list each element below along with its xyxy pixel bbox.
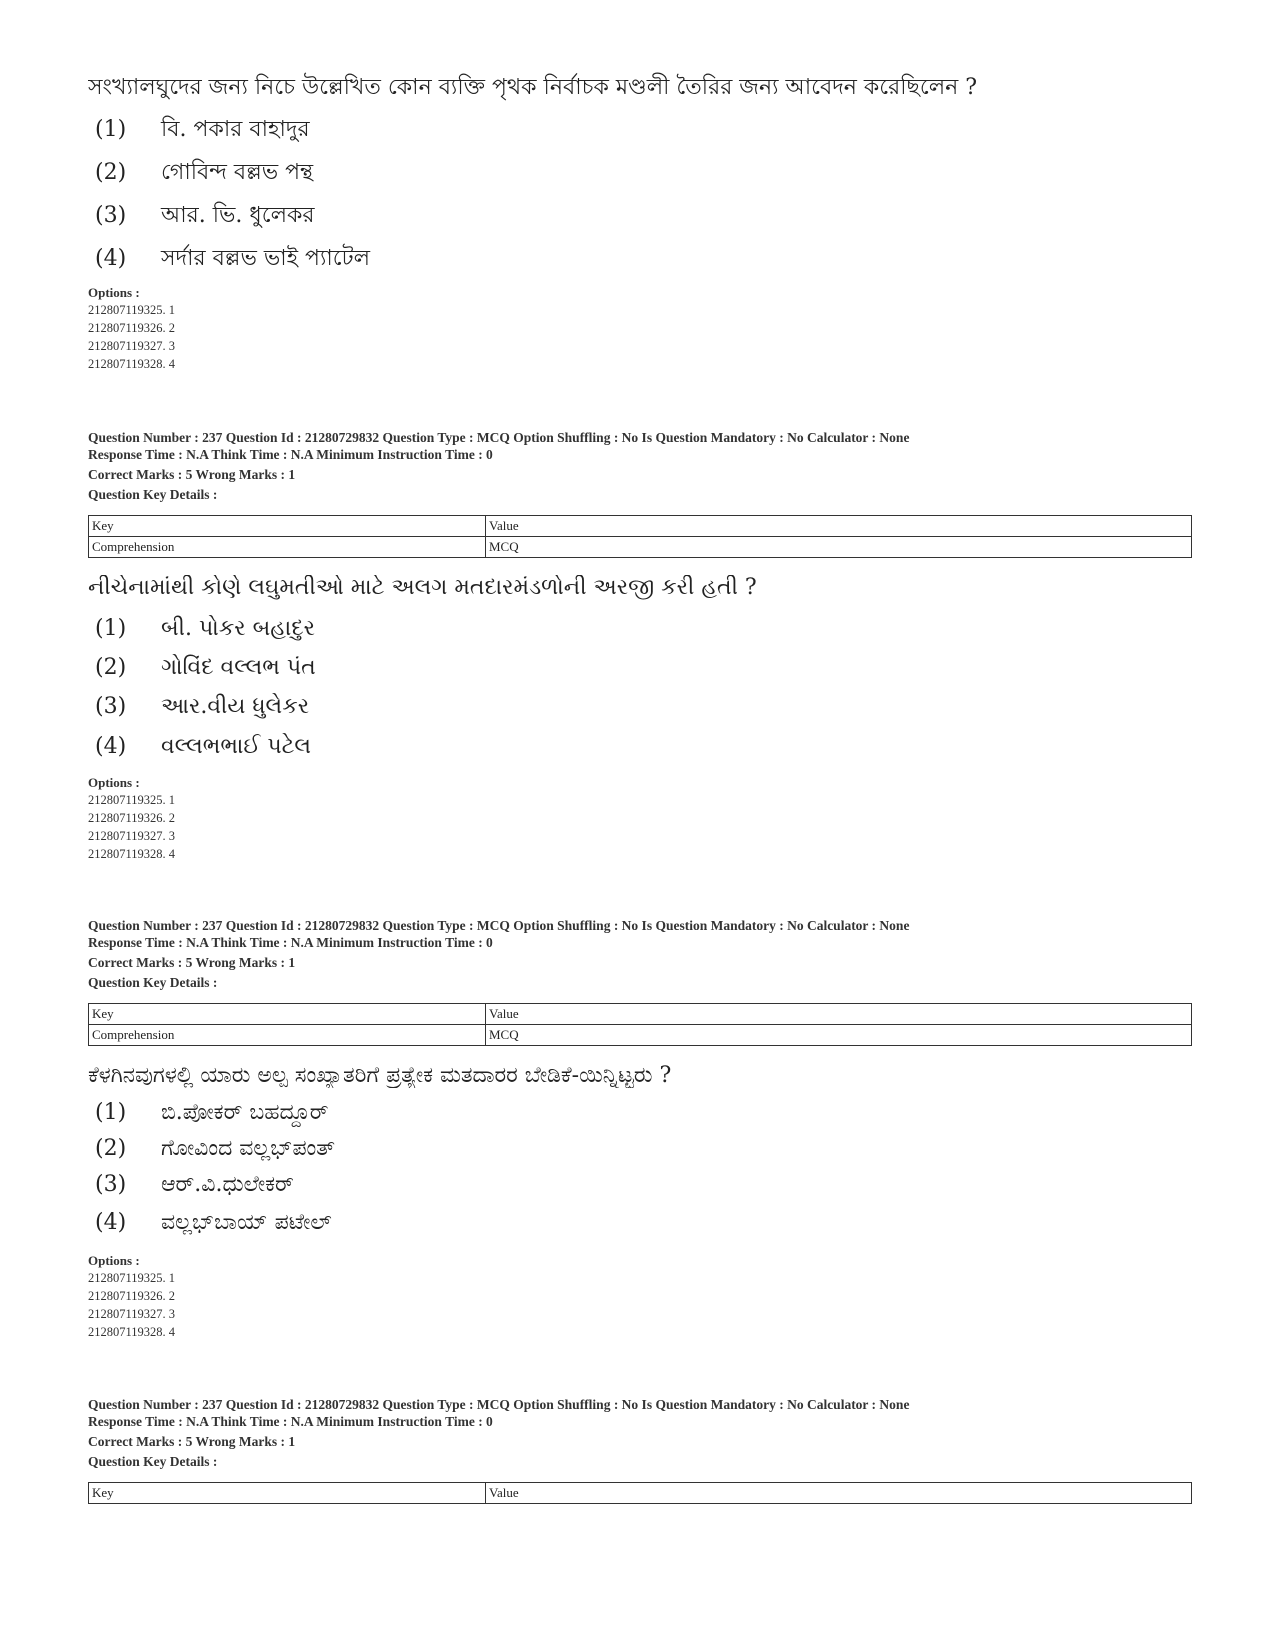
option-row [95, 112, 310, 149]
meta-line-3: Correct Marks : 5 Wrong Marks : 1 [88, 467, 296, 482]
option-number: (2) [95, 160, 127, 185]
options-label: Options : [88, 285, 140, 300]
table-header-value: Value [486, 1004, 1192, 1025]
question-key-table [88, 515, 1192, 558]
options-block [88, 285, 175, 373]
meta-line-3: Correct Marks : 5 Wrong Marks : 1 [88, 955, 296, 970]
option-row [95, 655, 316, 680]
option-number: (1) [95, 616, 127, 641]
options-block [88, 1253, 175, 1341]
meta-line-4: Question Key Details : [88, 975, 218, 990]
question-key-table [88, 1482, 1192, 1504]
option-id: 212807119327. 3 [88, 829, 176, 843]
option-text: আর. ভি. ধুলেকর [161, 203, 315, 228]
table-cell-value: MCQ [486, 537, 1192, 558]
options-label: Options : [88, 775, 140, 790]
question-meta [88, 1396, 909, 1470]
meta-line-3: Correct Marks : 5 Wrong Marks : 1 [88, 1434, 296, 1449]
meta-line-2: Response Time : N.A Think Time : N.A Minimum Instruction Time : 0 [88, 447, 493, 462]
meta-line-1: Question Number : 237 Question Id : 21280729832 Question Type : MCQ Option Shuffling : No Is Question Mandatory : No Calculator : None [88, 430, 910, 445]
option-id: 212807119325. 1 [88, 793, 176, 807]
question-key-table [88, 1003, 1192, 1046]
option-number: (2) [95, 655, 127, 680]
option-number: (4) [95, 246, 127, 271]
option-text: ಆರ್.ವಿ.ಧುಲೇಕರ್ [161, 1172, 294, 1197]
option-id: 212807119328. 4 [88, 1325, 176, 1339]
meta-line-4: Question Key Details : [88, 1454, 218, 1469]
meta-line-4: Question Key Details : [88, 487, 218, 502]
option-row [95, 241, 370, 278]
option-id: 212807119328. 4 [88, 357, 176, 371]
option-id: 212807119328. 4 [88, 847, 176, 861]
option-id: 212807119326. 2 [88, 321, 176, 335]
option-number: (2) [95, 1136, 127, 1161]
option-row [95, 1100, 329, 1125]
meta-line-2: Response Time : N.A Think Time : N.A Minimum Instruction Time : 0 [88, 1414, 493, 1429]
table-header-value: Value [486, 1483, 1192, 1504]
table-cell-key: Comprehension [89, 537, 486, 558]
option-text: વલ્લભભાઈ પટેલ [161, 734, 312, 759]
option-id: 212807119327. 3 [88, 339, 176, 353]
question-text-gujarati: નીચેનામાંથી કોણે લઘુમતીઓ માટે અલગ મતદારમંડળોની અરજી કરી હતી ? [88, 575, 757, 600]
meta-line-2: Response Time : N.A Think Time : N.A Minimum Instruction Time : 0 [88, 935, 493, 950]
meta-line-1: Question Number : 237 Question Id : 21280729832 Question Type : MCQ Option Shuffling : No Is Question Mandatory : No Calculator : None [88, 1397, 910, 1412]
question-text-bengali: সংখ্যালঘুদের জন্য নিচে উল্লেখিত কোন ব্যক্তি পৃথক নির্বাচক মণ্ডলী তৈরির জন্য আবেদন করেছিলেন ? [88, 75, 978, 100]
question-meta [88, 429, 909, 503]
option-text: বি. পকার বাহাদুর [161, 117, 310, 142]
table-cell-value: MCQ [486, 1025, 1192, 1046]
option-row [95, 694, 309, 719]
option-row [95, 734, 311, 759]
option-text: গোবিন্দ বল্লভ পন্থ [161, 160, 314, 185]
option-id: 212807119327. 3 [88, 1307, 176, 1321]
options-block [88, 775, 175, 863]
option-text: ವಲ್ಲಭ್‌ಬಾಯ್ ಪಟೇಲ್ [161, 1210, 332, 1235]
option-text: બી. પોકર બહાદુર [161, 616, 315, 641]
option-number: (4) [95, 734, 127, 759]
option-id: 212807119325. 1 [88, 1271, 176, 1285]
option-number: (1) [95, 1100, 127, 1125]
question-text-kannada: ಕೆಳಗಿನವುಗಳಲ್ಲಿ ಯಾರು ಅಲ್ಪ ಸಂಖ್ಯಾತರಿಗೆ ಪ್ರತ್ಯೇಕ ಮತದಾರರ ಬೇಡಿಕೆ-ಯಿನ್ನಿಟ್ಟರು ? [88, 1063, 672, 1088]
option-text: সর্দার বল্লভ ভাই প্যাটেল [161, 246, 370, 271]
option-row [95, 155, 313, 192]
option-number: (3) [95, 694, 127, 719]
table-cell-key: Comprehension [89, 1025, 486, 1046]
option-text: ಗೋವಿಂದ ವಲ್ಲಭ್‌ಪಂತ್ [161, 1136, 336, 1161]
option-row [95, 1136, 335, 1161]
meta-line-1: Question Number : 237 Question Id : 21280729832 Question Type : MCQ Option Shuffling : No Is Question Mandatory : No Calculator : None [88, 918, 910, 933]
option-number: (3) [95, 1172, 127, 1197]
question-meta [88, 917, 909, 991]
table-header-key: Key [89, 516, 486, 537]
option-row [95, 1210, 332, 1235]
option-text: ಬಿ.ಪೋಕರ್ ಬಹದ್ದೂರ್ [161, 1100, 329, 1125]
option-id: 212807119326. 2 [88, 1289, 176, 1303]
table-header-key: Key [89, 1004, 486, 1025]
option-row [95, 616, 315, 641]
option-id: 212807119325. 1 [88, 303, 176, 317]
table-header-value: Value [486, 516, 1192, 537]
option-text: આર.વીય ધુલેકર [161, 694, 310, 719]
option-row [95, 1172, 294, 1197]
option-row [95, 198, 314, 235]
option-id: 212807119326. 2 [88, 811, 176, 825]
option-number: (3) [95, 203, 127, 228]
option-number: (4) [95, 1210, 127, 1235]
option-number: (1) [95, 117, 127, 142]
table-header-key: Key [89, 1483, 486, 1504]
options-label: Options : [88, 1253, 140, 1268]
option-text: ગોવિંદ વલ્લભ પંત [161, 655, 316, 680]
